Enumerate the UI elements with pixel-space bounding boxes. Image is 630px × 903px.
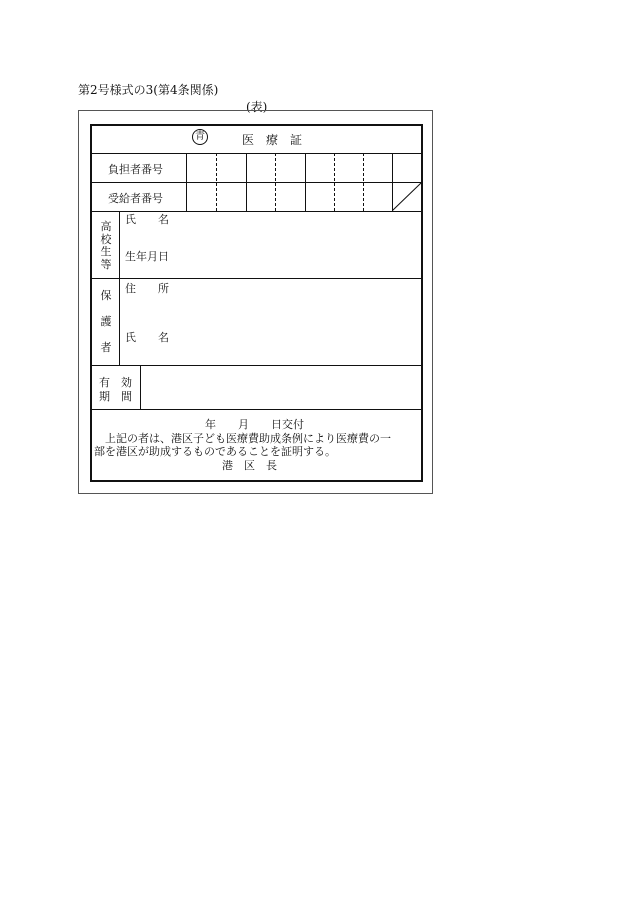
student-section-label: 高校生等	[100, 220, 112, 271]
digit-divider	[275, 153, 276, 211]
guardian-name-label: 氏 名	[125, 331, 169, 344]
digit-divider	[334, 153, 335, 211]
form-header: 第2号様式の3(第4条関係)	[78, 83, 219, 97]
cell-divider	[246, 153, 247, 211]
validity-label-line2: 期 間	[99, 390, 132, 403]
cell-divider	[186, 153, 187, 211]
digit-divider	[216, 153, 217, 211]
student-name-label: 氏 名	[125, 213, 169, 226]
section-divider	[119, 211, 120, 365]
check-digit-slash	[392, 182, 422, 211]
certification-text-line2: 部を港区が助成するものであることを証明する。	[94, 445, 336, 458]
address-label: 住 所	[125, 282, 169, 295]
row-divider	[91, 409, 422, 410]
ao-circle-mark: 青	[192, 129, 208, 145]
certification-text-line1: 上記の者は、港区子ども医療費助成条例により医療費の一	[94, 432, 391, 445]
card-title: 医 療 証	[242, 133, 303, 147]
birthdate-label: 生年月日	[125, 250, 169, 263]
issue-date: 年 月 日交付	[205, 418, 304, 431]
row-divider	[91, 278, 422, 279]
digit-divider	[363, 153, 364, 211]
guardian-section-label: 保護者	[100, 289, 112, 354]
cell-divider	[305, 153, 306, 211]
recipient-number-label: 受給者番号	[108, 192, 163, 205]
face-label: (表)	[246, 100, 268, 114]
issuer-name: 港 区 長	[222, 459, 277, 472]
insurer-number-label: 負担者番号	[108, 163, 163, 176]
validity-label-line1: 有 効	[99, 376, 132, 389]
row-divider	[91, 182, 422, 183]
row-divider	[91, 153, 422, 154]
validity-divider	[140, 365, 141, 409]
